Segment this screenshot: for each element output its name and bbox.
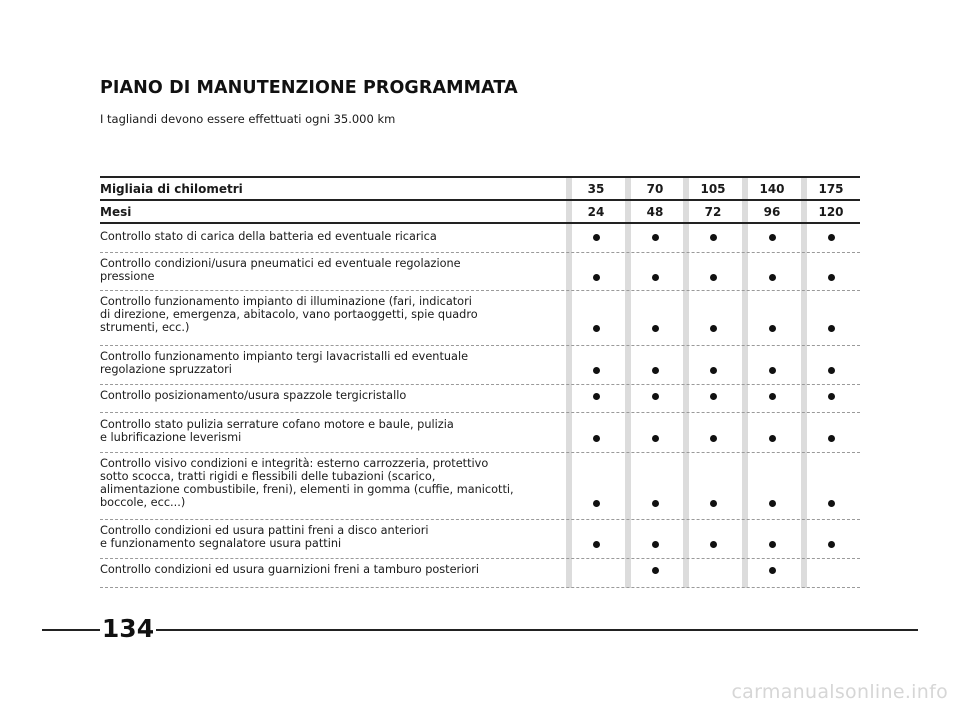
km-interval: 70 xyxy=(646,182,664,196)
check-dot xyxy=(652,393,659,400)
row-description-line: Controllo condizioni ed usura pattini freni a disco anteriori xyxy=(100,524,429,537)
row-description-line: alimentazione combustibile, freni), elementi in gomma (cuffie, manicotti, xyxy=(100,483,514,496)
check-dot xyxy=(769,567,776,574)
row-separator xyxy=(100,345,860,346)
row-separator xyxy=(100,384,860,385)
row-separator xyxy=(100,252,860,253)
km-interval: 35 xyxy=(587,182,605,196)
check-dot xyxy=(769,274,776,281)
km-interval: 175 xyxy=(818,182,844,196)
check-dot xyxy=(769,234,776,241)
row-separator xyxy=(100,412,860,413)
check-dot xyxy=(769,500,776,507)
header-rule xyxy=(100,199,860,201)
check-dot xyxy=(710,367,717,374)
row-description-line: Controllo posizionamento/usura spazzole tergicristallo xyxy=(100,389,407,402)
check-dot xyxy=(828,367,835,374)
check-dot xyxy=(828,325,835,332)
row-description-line: regolazione spruzzatori xyxy=(100,363,232,376)
check-dot xyxy=(593,367,600,374)
months-interval: 120 xyxy=(818,205,844,219)
check-dot xyxy=(652,234,659,241)
row-separator xyxy=(100,452,860,453)
column-stripe xyxy=(683,178,689,588)
check-dot xyxy=(710,325,717,332)
page-title: PIANO DI MANUTENZIONE PROGRAMMATA xyxy=(100,78,518,98)
column-stripe xyxy=(625,178,631,588)
check-dot xyxy=(652,367,659,374)
check-dot xyxy=(769,435,776,442)
check-dot xyxy=(652,500,659,507)
page-number: 134 xyxy=(101,614,155,643)
row-description-line: boccole, ecc...) xyxy=(100,496,186,509)
km-header-label: Migliaia di chilometri xyxy=(100,182,243,196)
check-dot xyxy=(593,500,600,507)
months-interval: 72 xyxy=(704,205,722,219)
check-dot xyxy=(710,500,717,507)
row-separator xyxy=(100,519,860,520)
row-separator xyxy=(100,290,860,291)
row-description-line: pressione xyxy=(100,270,155,283)
row-separator xyxy=(100,558,860,559)
row-description-line: Controllo condizioni/usura pneumatici ed eventuale regolazione xyxy=(100,257,461,270)
row-description-line: Controllo stato di carica della batteria ed eventuale ricarica xyxy=(100,230,437,243)
row-description-line: Controllo stato pulizia serrature cofano motore e baule, pulizia xyxy=(100,418,454,431)
row-description-line: Controllo funzionamento impianto tergi lavacristalli ed eventuale xyxy=(100,350,469,363)
check-dot xyxy=(828,541,835,548)
row-description-line: di direzione, emergenza, abitacolo, vano portaoggetti, spie quadro xyxy=(100,308,478,321)
check-dot xyxy=(828,500,835,507)
watermark: carmanualsonline.info xyxy=(731,681,948,703)
check-dot xyxy=(710,234,717,241)
months-interval: 96 xyxy=(763,205,781,219)
row-description-line: Controllo condizioni ed usura guarnizioni freni a tamburo posteriori xyxy=(100,563,480,576)
km-interval: 105 xyxy=(700,182,726,196)
check-dot xyxy=(652,567,659,574)
row-description-line: e lubrificazione leverismi xyxy=(100,431,242,444)
check-dot xyxy=(769,325,776,332)
check-dot xyxy=(593,393,600,400)
check-dot xyxy=(828,435,835,442)
footer-rule-right xyxy=(154,629,918,631)
check-dot xyxy=(593,325,600,332)
column-stripe xyxy=(742,178,748,588)
months-header-label: Mesi xyxy=(100,205,132,219)
check-dot xyxy=(828,274,835,281)
check-dot xyxy=(769,367,776,374)
km-interval: 140 xyxy=(759,182,785,196)
check-dot xyxy=(652,435,659,442)
row-description-line: Controllo visivo condizioni e integrità: esterno carrozzeria, protettivo xyxy=(100,457,489,470)
check-dot xyxy=(828,234,835,241)
check-dot xyxy=(710,541,717,548)
check-dot xyxy=(593,234,600,241)
check-dot xyxy=(769,393,776,400)
row-description-line: e funzionamento segnalatore usura pattini xyxy=(100,537,342,550)
check-dot xyxy=(593,541,600,548)
header-rule xyxy=(100,176,860,178)
row-separator xyxy=(100,587,860,588)
months-interval: 24 xyxy=(587,205,605,219)
check-dot xyxy=(593,274,600,281)
row-description-line: sotto scocca, tratti rigidi e flessibili delle tubazioni (scarico, xyxy=(100,470,436,483)
row-description-line: Controllo funzionamento impianto di illuminazione (fari, indicatori xyxy=(100,295,472,308)
check-dot xyxy=(710,435,717,442)
check-dot xyxy=(710,274,717,281)
row-description-line: strumenti, ecc.) xyxy=(100,321,190,334)
footer-rule-left xyxy=(42,629,102,631)
check-dot xyxy=(652,541,659,548)
check-dot xyxy=(652,274,659,281)
check-dot xyxy=(710,393,717,400)
check-dot xyxy=(652,325,659,332)
column-stripe xyxy=(801,178,807,588)
check-dot xyxy=(769,541,776,548)
check-dot xyxy=(593,435,600,442)
page-subtitle: I tagliandi devono essere effettuati ogni 35.000 km xyxy=(100,112,396,126)
months-interval: 48 xyxy=(646,205,664,219)
check-dot xyxy=(828,393,835,400)
header-rule xyxy=(100,222,860,224)
column-stripe xyxy=(566,178,572,588)
